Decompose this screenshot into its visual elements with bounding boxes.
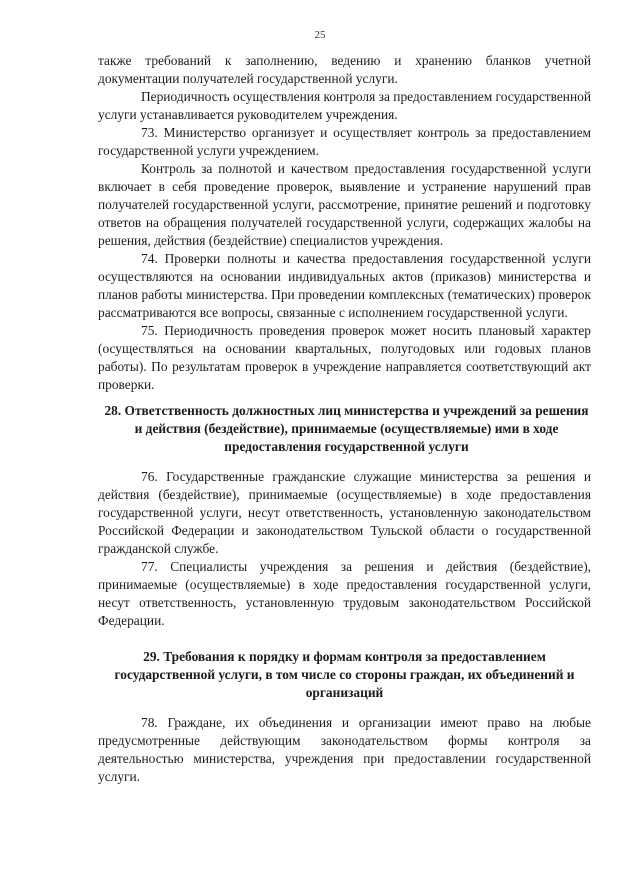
document-body — [98, 52, 591, 786]
section-28-heading: 28. Ответственность должностных лиц министерства и учреждений за решения и действия (бездействие), принимаемые (осуществляемые) ими в ходе предоставления государственной услуги — [104, 403, 589, 454]
paragraph-78: 78. Граждане, их объединения и организации имеют право на любые предусмотренные действующим законодательством формы контроля за деятельностью министерства, учреждения при предоставлении государственной услуги. — [98, 715, 591, 784]
paragraph-77: 77. Специалисты учреждения за решения и действия (бездействие), принимаемые (осуществляемые) в ходе предоставления государственной услуги, несут ответственность, установленную трудовым законодательством Российской Федерации. — [98, 559, 591, 628]
paragraph-control-scope: Контроль за полнотой и качеством предоставления государственной услуги включает в себя проведение проверок, выявление и устранение нарушений прав получателей государственной услуги, рассмотрение, принятие решений и подготовку ответов на обращения получателей государственной услуги, содержащих жалобы на решения, действия (бездействие) специалистов учреждения. — [98, 161, 591, 248]
paragraph-continuation: также требований к заполнению, ведению и хранению бланков учетной документации получателей государственной услуги. — [98, 53, 591, 86]
page-number: 25 — [314, 29, 326, 41]
paragraph-75: 75. Периодичность проведения проверок может носить плановый характер (осуществляться на основании квартальных, полугодовых или годовых планов работы). По результатам проверок в учреждение направляется соответствующий акт проверки. — [98, 323, 591, 392]
section-29-heading: 29. Требования к порядку и формам контроля за предоставлением государственной услуги, в том числе со стороны граждан, их объединений и организаций — [114, 649, 575, 700]
paragraph-73: 73. Министерство организует и осуществляет контроль за предоставлением государственной услуги учреждением. — [98, 125, 591, 158]
paragraph-76: 76. Государственные гражданские служащие министерства за решения и действия (бездействие), принимаемые (осуществляемые) в ходе предоставления государственной услуги, несут ответственность, установленную законодательством Российской Федерации и законодательством Тульской области о государственной гражданской службе. — [98, 469, 591, 556]
paragraph-periodicity: Периодичность осуществления контроля за предоставлением государственной услуги устанавливается руководителем учреждения. — [98, 89, 591, 122]
paragraph-74: 74. Проверки полноты и качества предоставления государственной услуги осуществляются на основании индивидуальных актов (приказов) министерства и планов работы министерства. При проведении комплексных (тематических) проверок рассматриваются все вопросы, связанные с исполнением государственной услуги. — [98, 251, 591, 320]
